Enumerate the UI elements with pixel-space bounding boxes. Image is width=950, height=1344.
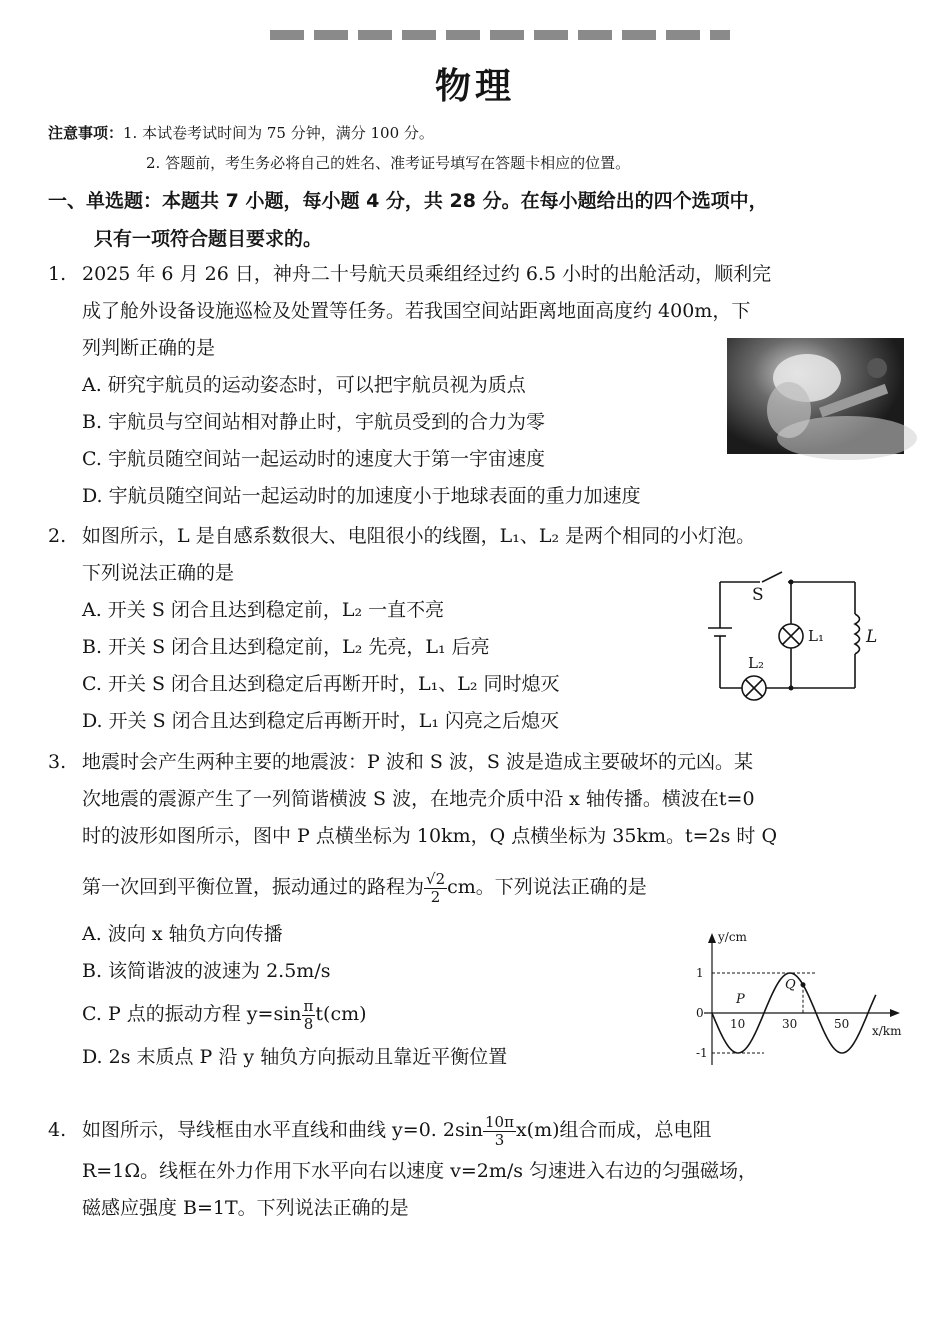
x-tick-label: 50 <box>834 1017 850 1031</box>
circuit-diagram <box>700 568 878 702</box>
section-heading <box>48 182 908 258</box>
frac-denominator: 3 <box>494 1130 505 1149</box>
q4-stem-line1-text: 如图所示，导线框由水平直线和曲线 y=0. 2sin <box>82 1119 484 1141</box>
q2-option-b: B. 开关 S 闭合且达到稳定前，L₂ 先亮，L₁ 后亮 <box>82 636 490 658</box>
page-title: 物理 <box>434 66 515 107</box>
q3-fraction-pi-over-8 <box>302 998 316 1033</box>
astronaut-photo <box>727 338 904 454</box>
section-heading-line1: 一、单选题：本题共 7 小题，每小题 4 分，共 28 分。在每小题给出的四个选项中， <box>48 190 768 212</box>
point-q-marker <box>801 982 806 987</box>
notice-label: 注意事项： <box>48 124 124 142</box>
question-number: 3. <box>48 751 67 773</box>
q3-option-c-text: C. P 点的振动方程 y=sin <box>82 1003 302 1025</box>
q2-stem-line1: 如图所示，L 是自感系数很大、电阻很小的线圈，L₁、L₂ 是两个相同的小灯泡。 <box>82 525 756 547</box>
q1-option-b: B. 宇航员与空间站相对静止时，宇航员受到的合力为零 <box>82 411 546 433</box>
question-number: 1. <box>48 263 67 285</box>
y-axis-label: y/cm <box>718 930 747 944</box>
question-number: 4. <box>48 1119 67 1141</box>
frac-denominator: 8 <box>303 1014 314 1033</box>
q3-option-a: A. 波向 x 轴负方向传播 <box>82 923 283 945</box>
q1-option-c: C. 宇航员随空间站一起运动时的速度大于第一宇宙速度 <box>82 448 545 470</box>
question-1 <box>48 256 771 515</box>
q4-stem-line2: R=1Ω。线框在外力作用下水平向右以速度 v=2m/s 匀速进入右边的匀强磁场， <box>82 1160 758 1182</box>
frac-denominator: 2 <box>430 887 441 906</box>
notice-item-2: 2. 答题前，考生务必将自己的姓名、准考证号填写在答题卡相应的位置。 <box>146 154 631 172</box>
q3-stem-line3: 时的波形如图所示，图中 P 点横坐标为 10km，Q 点横坐标为 35km。t=2s 时 Q <box>82 825 778 847</box>
coil-label: L <box>866 627 878 647</box>
notice-item-1: 1. 本试卷考试时间为 75 分钟，满分 100 分。 <box>123 124 434 142</box>
q3-stem-line1: 地震时会产生两种主要的地震波：P 波和 S 波，S 波是造成主要破坏的元凶。某 <box>82 751 753 773</box>
q1-stem-line2: 成了舱外设备设施巡检及处置等任务。若我国空间站距离地面高度约 400m，下 <box>82 300 751 322</box>
x-axis-label: x/km <box>872 1024 902 1038</box>
q3-stem-line2: 次地震的震源产生了一列简谐横波 S 波，在地壳介质中沿 x 轴传播。横波在t=0 <box>82 788 755 810</box>
switch-label: S <box>752 585 764 605</box>
x-tick-label: 10 <box>730 1017 746 1031</box>
lamp2-label: L₂ <box>748 654 764 672</box>
q3-option-c-end: t(cm) <box>315 1003 367 1025</box>
q2-option-d: D. 开关 S 闭合且达到稳定后再断开时，L₁ 闪亮之后熄灭 <box>82 710 560 732</box>
notice <box>48 118 630 178</box>
frac-numerator: π <box>303 996 314 1015</box>
wave-chart <box>690 925 910 1079</box>
question-4 <box>48 1112 757 1227</box>
q3-option-c <box>82 996 777 1033</box>
q3-fraction-root2-over-2 <box>424 871 447 906</box>
q1-option-a: A. 研究宇航员的运动姿态时，可以把宇航员视为质点 <box>82 374 526 396</box>
q2-option-a: A. 开关 S 闭合且达到稳定前，L₂ 一直不亮 <box>82 599 445 621</box>
point-q-label: Q <box>785 977 796 993</box>
frac-numerator: 10π <box>485 1112 514 1131</box>
y-tick-label: -1 <box>696 1046 708 1060</box>
y-tick-label: 0 <box>696 1006 704 1020</box>
question-number: 2. <box>48 525 67 547</box>
x-tick-label: 30 <box>782 1017 798 1031</box>
q3-stem-line4-text: 第一次回到平衡位置，振动通过的路程为 <box>82 876 425 898</box>
q2-stem-line2: 下列说法正确的是 <box>82 562 235 584</box>
q3-option-b: B. 该简谐波的波速为 2.5m/s <box>82 960 331 982</box>
q4-fraction-10pi-over-3 <box>483 1114 516 1149</box>
question-2 <box>48 518 755 740</box>
q1-option-d: D. 宇航员随空间站一起运动时的加速度小于地球表面的重力加速度 <box>82 485 641 507</box>
q1-stem-line3: 列判断正确的是 <box>82 337 216 359</box>
q2-option-c: C. 开关 S 闭合且达到稳定后再断开时，L₁、L₂ 同时熄灭 <box>82 673 560 695</box>
y-tick-label: 1 <box>696 966 704 980</box>
q4-stem-line1-end: x(m)组合而成，总电阻 <box>515 1119 712 1141</box>
frac-numerator: √2 <box>426 869 446 888</box>
point-p-label: P <box>736 992 745 1007</box>
question-3 <box>48 744 777 1076</box>
q4-stem-line1 <box>82 1112 757 1149</box>
lamp1-label: L₁ <box>808 627 824 645</box>
section-heading-line2: 只有一项符合题目要求的。 <box>94 228 323 250</box>
q4-stem-line3: 磁感应强度 B=1T。下列说法正确的是 <box>82 1197 409 1219</box>
cropped-header-text <box>270 30 730 40</box>
q3-stem-line4-end: cm。下列说法正确的是 <box>447 876 647 898</box>
q3-stem-line4 <box>82 869 777 906</box>
q1-stem-line1: 2025 年 6 月 26 日，神舟二十号航天员乘组经过约 6.5 小时的出舱活动，顺利完 <box>82 263 772 285</box>
q3-option-d: D. 2s 末质点 P 沿 y 轴负方向振动且靠近平衡位置 <box>82 1046 508 1068</box>
